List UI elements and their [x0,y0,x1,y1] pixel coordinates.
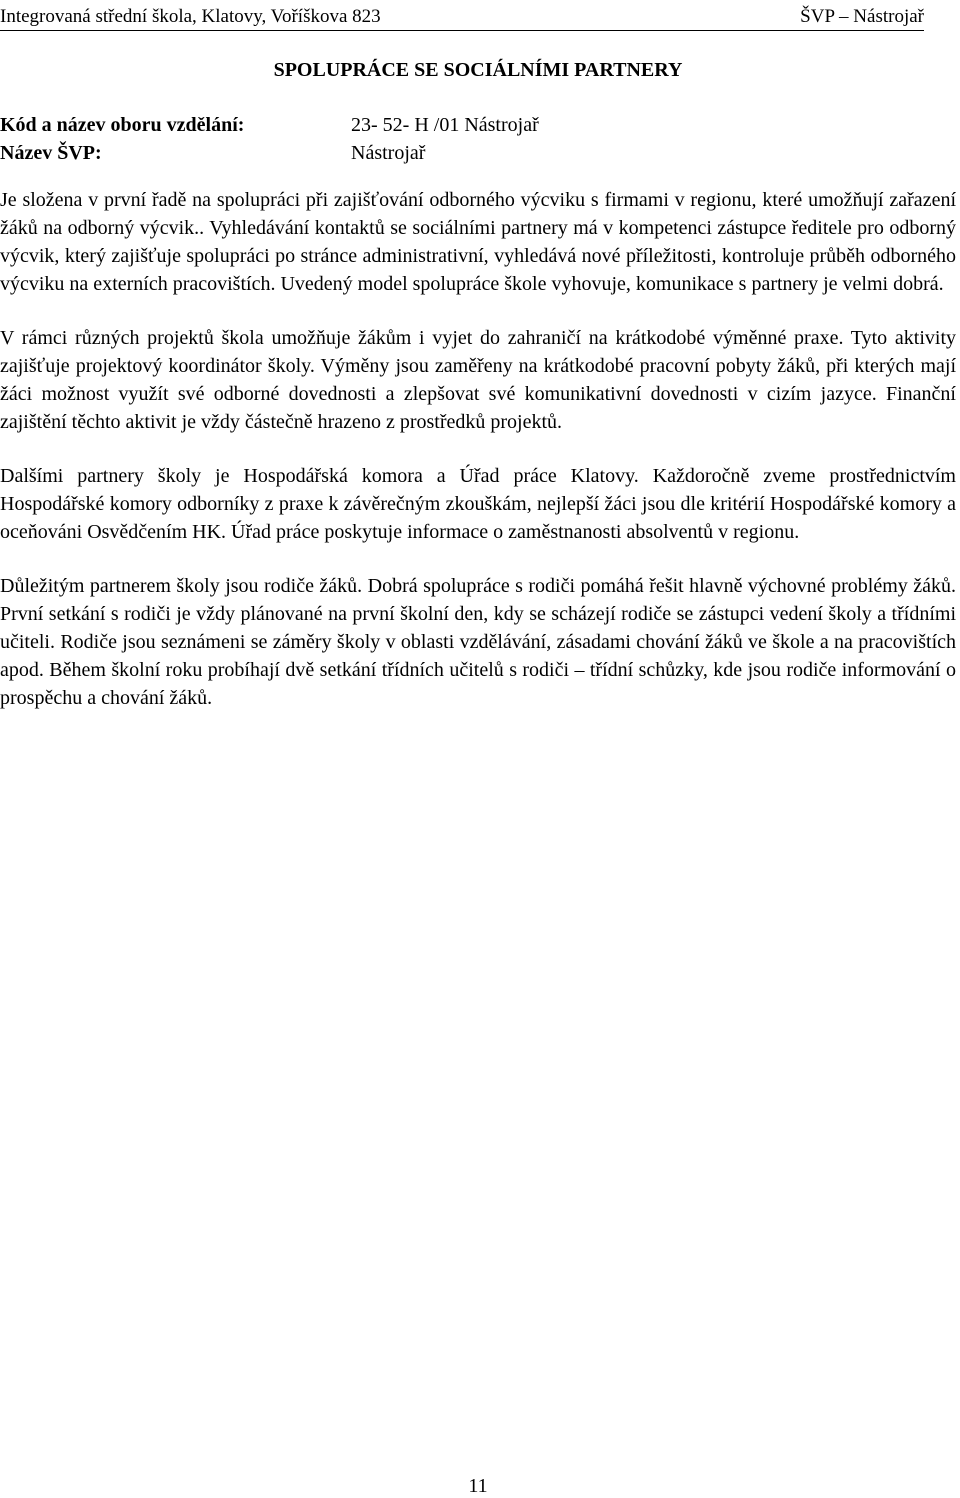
paragraph-projects-abroad: V rámci různých projektů škola umožňuje žákům i vyjet do zahraničí na krátkodobé výměnné praxe. Tyto aktivity zajišťuje projektový koordinátor školy. Výměny jsou zaměřeny na krátkodobé pracovní pobyty žáků, při kterých mají žáci možnost využít své odborné dovednosti a zlepšovat své komunikativní dovednosti v cizím jazyce. Finanční zajištění těchto aktivit je vždy částečně hrazeno z prostředků projektů. [0,327,956,433]
program-code-label: Kód a název oboru vzdělání: [0,114,245,136]
header-school-name: Integrovaná střední škola, Klatovy, Voříškova 823 [0,6,381,27]
svp-name-value: Nástrojař [351,142,426,164]
document-body [0,186,956,738]
program-info [0,111,956,167]
paragraph-companies: Je složena v první řadě na spolupráci při zajišťování odborného výcviku s firmami v regionu, které umožňují zařazení žáků na odborný výcvik.. Vyhledávání kontaktů se sociálními partnery má v kompetenci zástupce ředitele pro odborný výcvik, který zajišťuje spolupráci po stránce administrativní, vyhledává nové příležitosti, kontroluje průběh odborného výcviku na externích pracovištích. Uvedený model spolupráce škole vyhovuje, komunikace s partnery je velmi dobrá. [0,189,956,295]
page-header [0,4,924,31]
document-title: SPOLUPRÁCE SE SOCIÁLNÍMI PARTNERY [273,59,683,81]
paragraph-parents: Důležitým partnerem školy jsou rodiče žáků. Dobrá spolupráce s rodiči pomáhá řešit hlavně výchovné problémy žáků. První setkání s rodiči je vždy plánované na první školní den, kdy se scházejí rodiče se zástupci vedení školy a třídními učiteli. Rodiče jsou seznámeni se záměry školy v oblasti vzdělávání, zásadami chování žáků ve škole a na pracovištích apod. Během školní roku probíhají dvě setkání třídních učitelů s rodiči – třídní schůzky, kde jsou rodiče informování o prospěchu a chování žáků. [0,575,956,709]
page-number: 11 [468,1475,488,1497]
program-code-value: 23- 52- H /01 Nástrojař [351,114,539,136]
program-code-row [0,111,956,139]
header-program-name: ŠVP – Nástrojař [800,6,924,27]
svp-name-label: Název ŠVP: [0,142,102,164]
paragraph-chamber-labour-office: Dalšími partnery školy je Hospodářská komora a Úřad práce Klatovy. Každoročně zveme prostřednictvím Hospodářské komory odborníky z praxe k závěrečným zkouškám, nejlepší žáci jsou dle kritérií Hospodářské komory a oceňováni Osvědčením HK. Úřad práce poskytuje informace o zaměstnanosti absolventů v regionu. [0,465,956,543]
svp-name-row [0,139,956,167]
